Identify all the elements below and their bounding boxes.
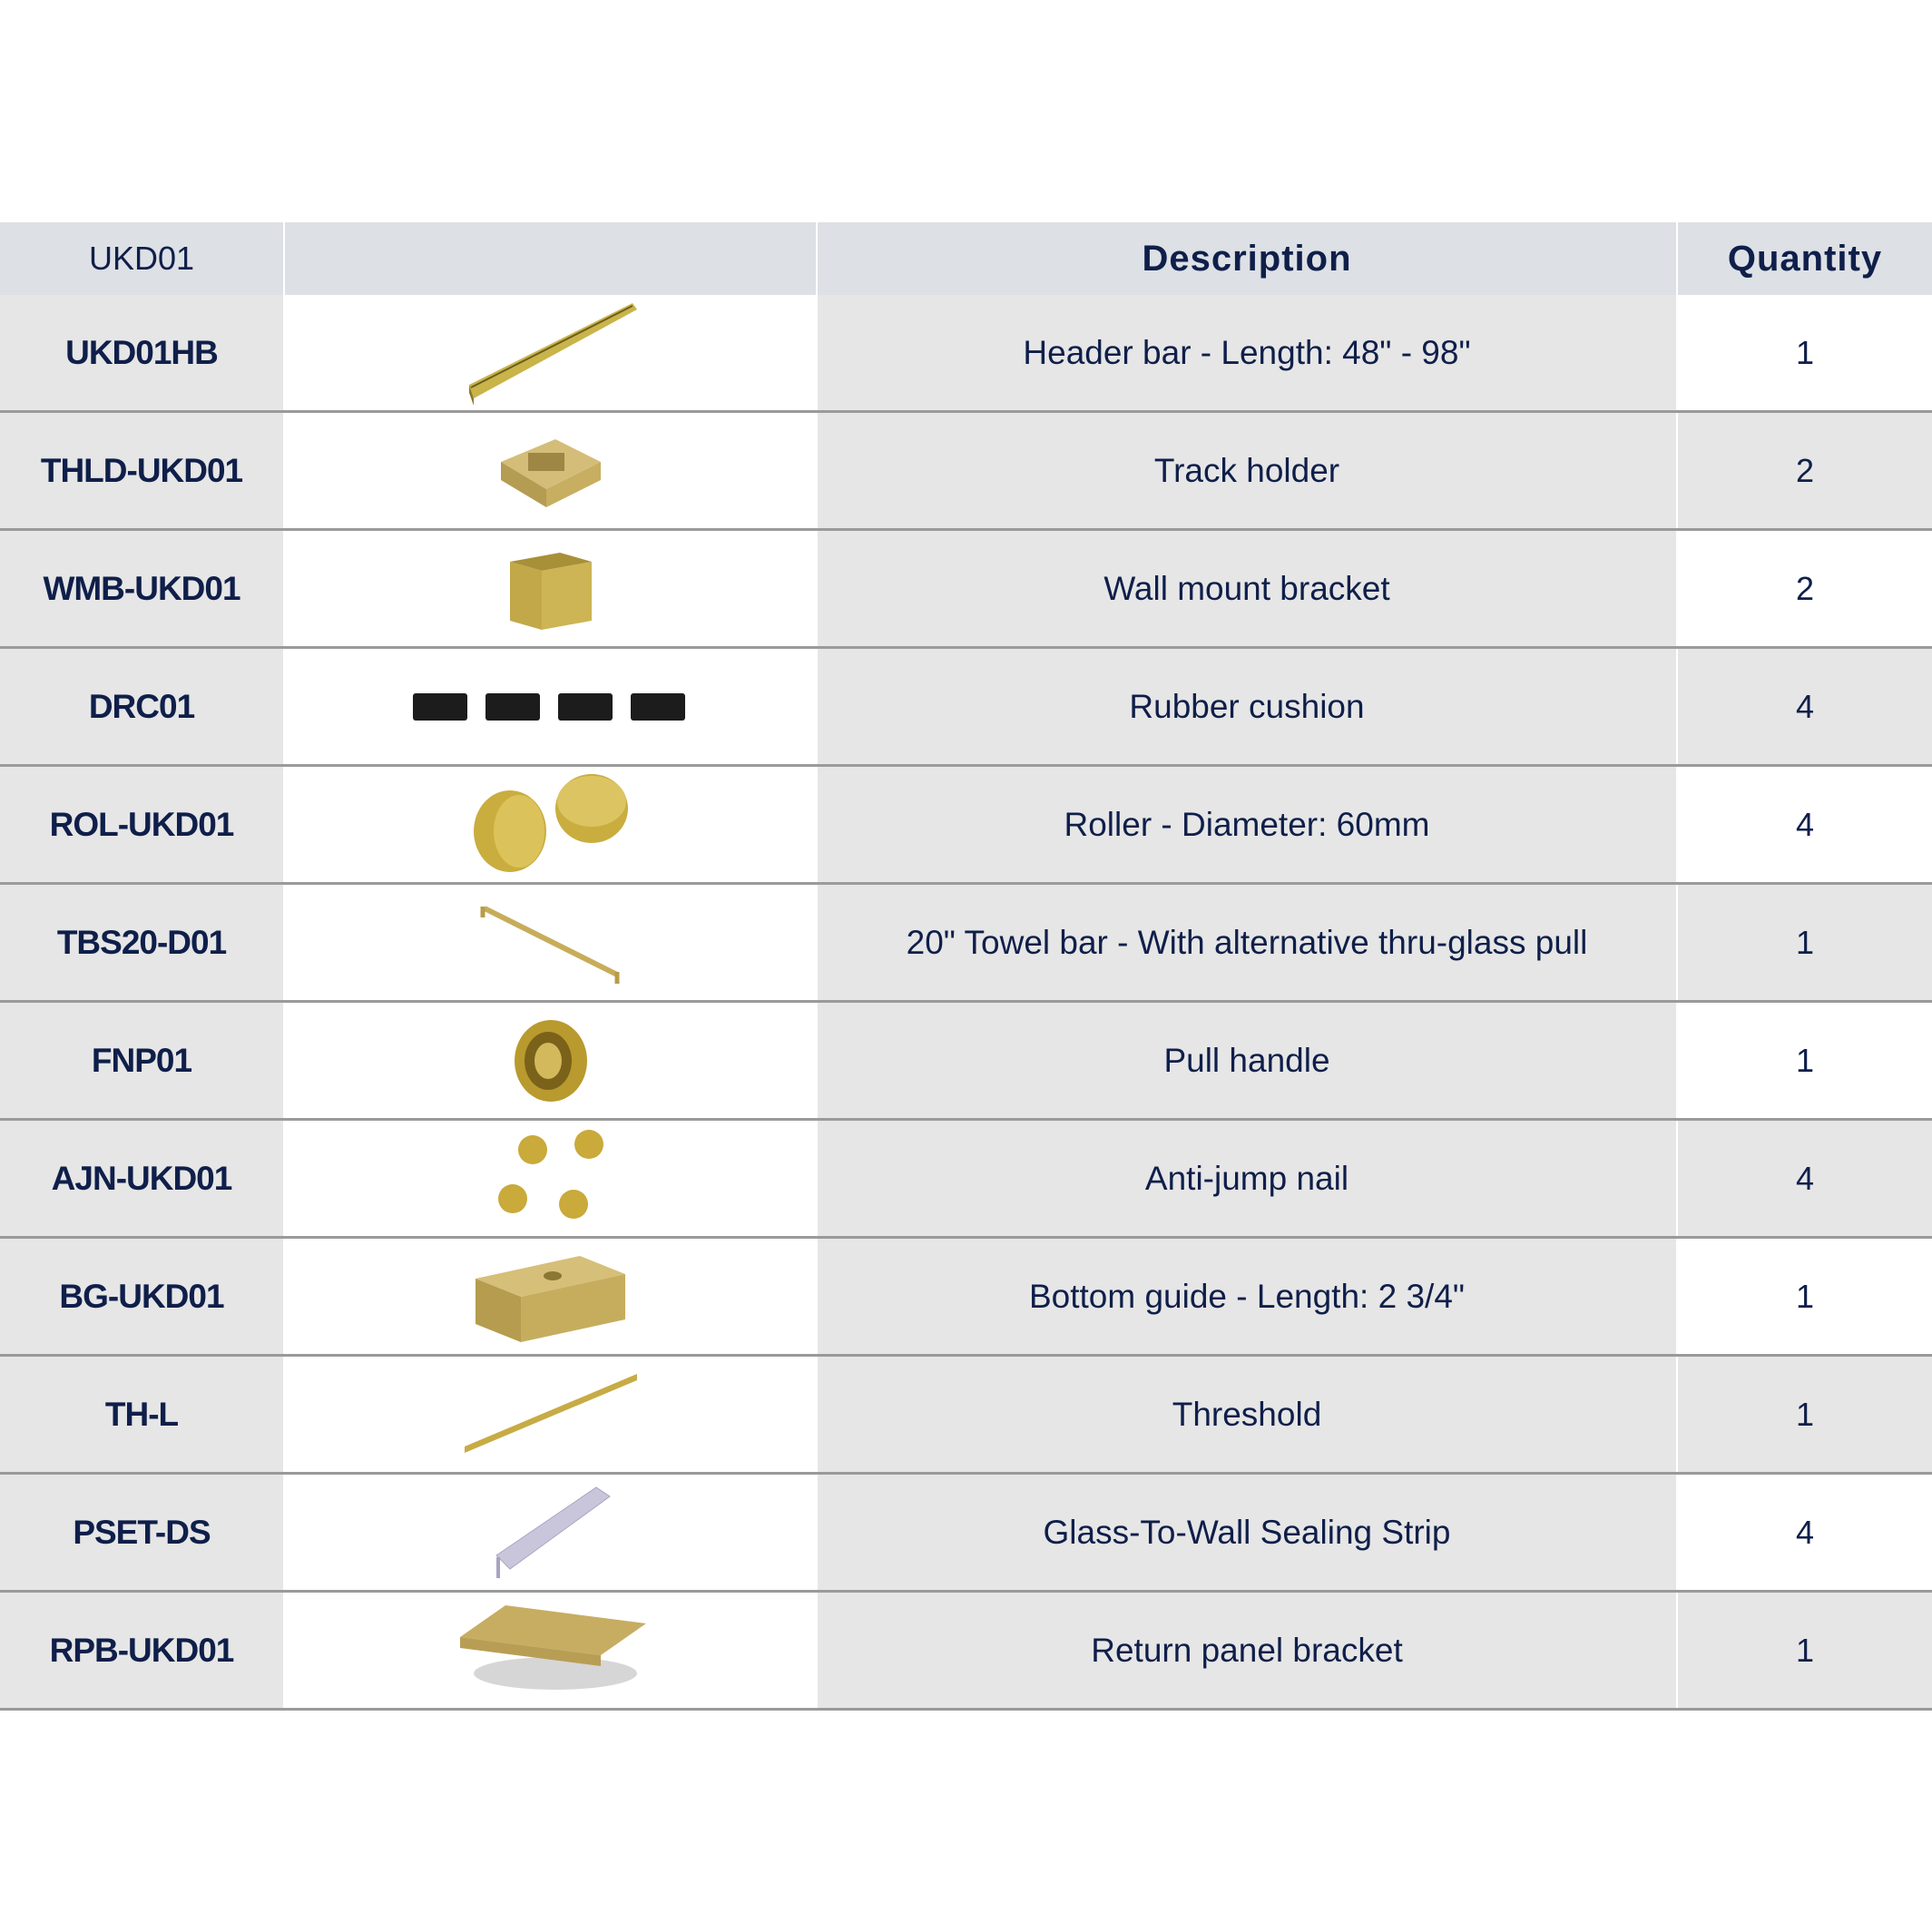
table-row bbox=[0, 1003, 1932, 1121]
threshold-icon bbox=[285, 1357, 816, 1472]
wall-mount-bracket-icon bbox=[285, 531, 816, 646]
table-row bbox=[0, 295, 1932, 413]
table-row bbox=[0, 1121, 1932, 1239]
part-description: Wall mount bracket bbox=[818, 531, 1676, 646]
part-quantity: 1 bbox=[1678, 1239, 1932, 1354]
part-code: UKD01HB bbox=[0, 295, 283, 410]
return-panel-bracket-icon bbox=[285, 1593, 816, 1708]
part-code: THLD-UKD01 bbox=[0, 413, 283, 528]
towel-bar-icon bbox=[285, 885, 816, 1000]
table-row bbox=[0, 649, 1932, 767]
part-description: 20" Towel bar - With alternative thru-glass pull bbox=[818, 885, 1676, 1000]
part-quantity: 1 bbox=[1678, 1003, 1932, 1118]
table-row bbox=[0, 1357, 1932, 1475]
part-description: Pull handle bbox=[818, 1003, 1676, 1118]
part-quantity: 2 bbox=[1678, 531, 1932, 646]
table-header bbox=[0, 222, 1932, 295]
rubber-cushion-icon bbox=[285, 649, 816, 764]
part-code: DRC01 bbox=[0, 649, 283, 764]
part-description: Glass-To-Wall Sealing Strip bbox=[818, 1475, 1676, 1590]
table-row bbox=[0, 413, 1932, 531]
part-description: Roller - Diameter: 60mm bbox=[818, 767, 1676, 882]
header-bar-icon bbox=[285, 295, 816, 410]
part-code: PSET-DS bbox=[0, 1475, 283, 1590]
part-description: Threshold bbox=[818, 1357, 1676, 1472]
header-quantity: Quantity bbox=[1678, 222, 1932, 295]
table-row bbox=[0, 1593, 1932, 1711]
header-description: Description bbox=[818, 222, 1676, 295]
part-description: Rubber cushion bbox=[818, 649, 1676, 764]
pull-handle-icon bbox=[285, 1003, 816, 1118]
part-description: Header bar - Length: 48" - 98" bbox=[818, 295, 1676, 410]
part-description: Anti-jump nail bbox=[818, 1121, 1676, 1236]
part-quantity: 1 bbox=[1678, 1357, 1932, 1472]
roller-icon bbox=[285, 767, 816, 882]
part-quantity: 2 bbox=[1678, 413, 1932, 528]
anti-jump-nail-icon bbox=[285, 1121, 816, 1236]
part-code: WMB-UKD01 bbox=[0, 531, 283, 646]
part-quantity: 4 bbox=[1678, 649, 1932, 764]
part-code: FNP01 bbox=[0, 1003, 283, 1118]
part-code: ROL-UKD01 bbox=[0, 767, 283, 882]
track-holder-icon bbox=[285, 413, 816, 528]
part-quantity: 4 bbox=[1678, 767, 1932, 882]
part-quantity: 4 bbox=[1678, 1121, 1932, 1236]
header-image bbox=[285, 222, 816, 295]
table-row bbox=[0, 885, 1932, 1003]
part-description: Return panel bracket bbox=[818, 1593, 1676, 1708]
bottom-guide-icon bbox=[285, 1239, 816, 1354]
part-description: Track holder bbox=[818, 413, 1676, 528]
part-quantity: 1 bbox=[1678, 1593, 1932, 1708]
part-code: TBS20-D01 bbox=[0, 885, 283, 1000]
part-code: BG-UKD01 bbox=[0, 1239, 283, 1354]
part-code: AJN-UKD01 bbox=[0, 1121, 283, 1236]
part-quantity: 1 bbox=[1678, 885, 1932, 1000]
part-code: RPB-UKD01 bbox=[0, 1593, 283, 1708]
part-code: TH-L bbox=[0, 1357, 283, 1472]
table-row bbox=[0, 1239, 1932, 1357]
table-row bbox=[0, 1475, 1932, 1593]
table-row bbox=[0, 767, 1932, 885]
sealing-strip-icon bbox=[285, 1475, 816, 1590]
part-quantity: 4 bbox=[1678, 1475, 1932, 1590]
part-quantity: 1 bbox=[1678, 295, 1932, 410]
header-model: UKD01 bbox=[0, 222, 283, 295]
part-description: Bottom guide - Length: 2 3/4" bbox=[818, 1239, 1676, 1354]
table-row bbox=[0, 531, 1932, 649]
parts-table bbox=[0, 222, 1932, 1711]
